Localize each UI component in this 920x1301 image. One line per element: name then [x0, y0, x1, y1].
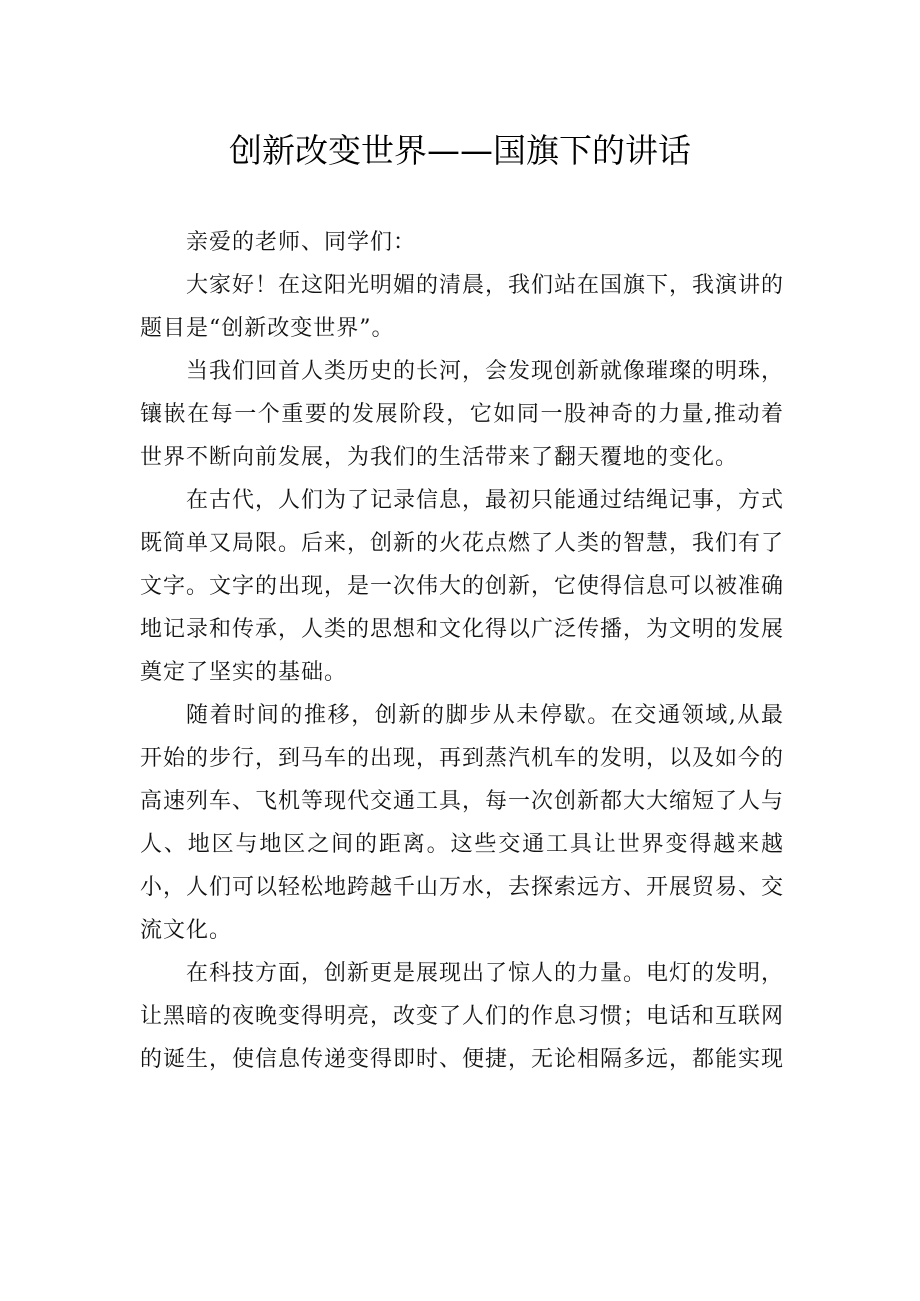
document-body — [140, 221, 784, 1081]
technology-paragraph: 在科技方面，创新更是展现出了惊人的力量。电灯的发明，让黑暗的夜晚变得明亮，改变了人们的作息习惯；电话和互联网的诞生，使信息传递变得即时、便捷，无论相隔多远，都能实现 — [140, 961, 785, 1072]
salutation-paragraph: 亲爱的老师、同学们： — [186, 230, 417, 255]
history-paragraph: 当我们回首人类历史的长河，会发现创新就像璀璨的明珠，镶嵌在每一个重要的发展阶段，它如同一股神奇的力量,推动着世界不断向前发展，为我们的生活带来了翻天覆地的变化。 — [140, 359, 785, 470]
transport-paragraph: 随着时间的推移，创新的脚步从未停歇。在交通领域,从最开始的步行，到马车的出现，再到蒸汽机车的发明，以及如今的高速列车、飞机等现代交通工具，每一次创新都大大缩短了人与人、地区与地区之间的距离。这些交通工具让世界变得越来越小，人们可以轻松地跨越千山万水，去探索远方、开展贸易、交流文化。 — [140, 703, 785, 943]
greeting-paragraph: 大家好！在这阳光明媚的清晨，我们站在国旗下，我演讲的题目是“创新改变世界”。 — [140, 273, 785, 341]
document-title: 创新改变世界——国旗下的讲话 — [229, 131, 691, 170]
writing-paragraph: 在古代，人们为了记录信息，最初只能通过结绳记事，方式既简单又局限。后来，创新的火花点燃了人类的智慧，我们有了文字。文字的出现，是一次伟大的创新，它使得信息可以被准确地记录和传承，人类的思想和文化得以广泛传播，为文明的发展奠定了坚实的基础。 — [140, 488, 785, 685]
